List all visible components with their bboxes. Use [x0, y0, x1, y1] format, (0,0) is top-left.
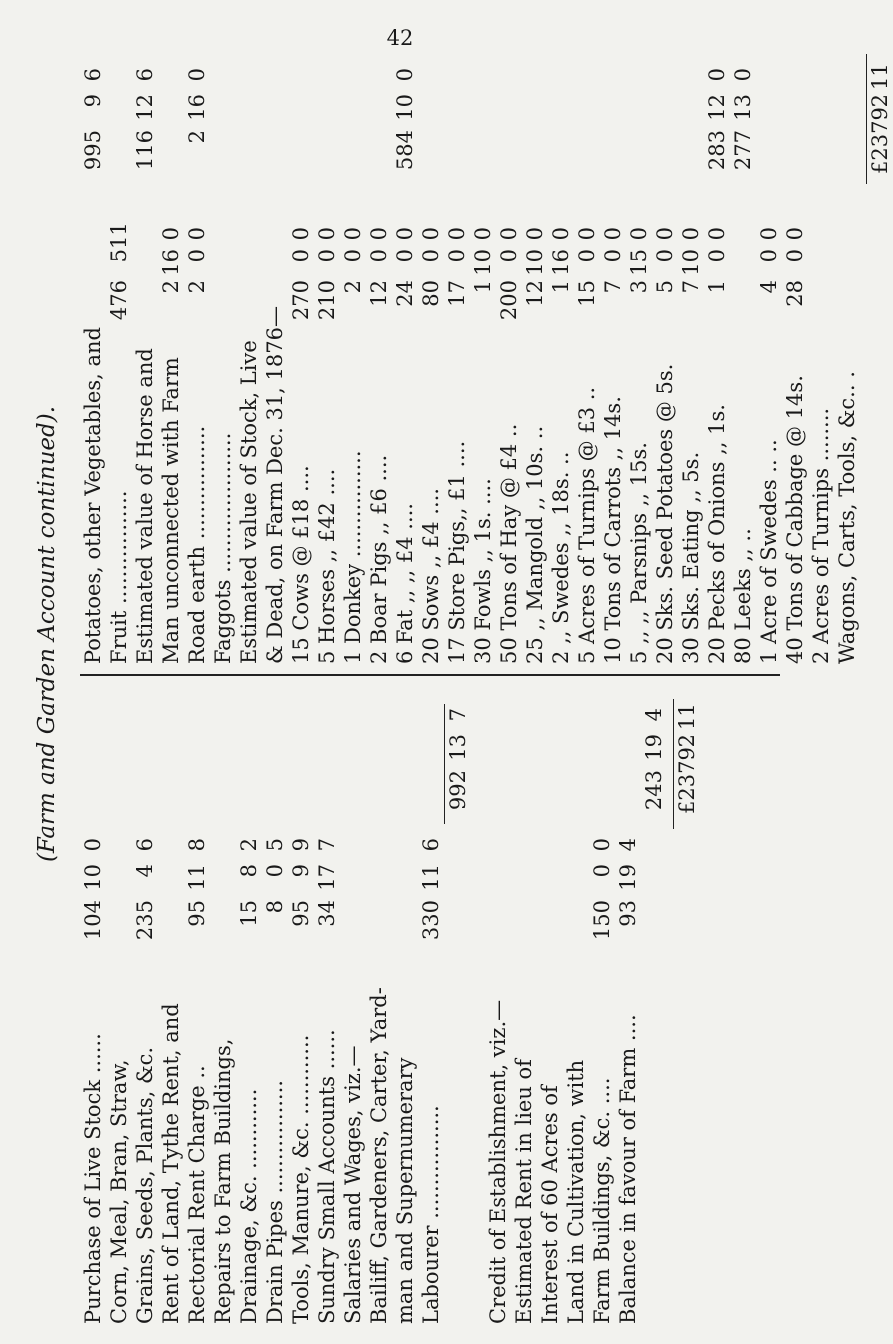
row-label: Estimated Rent in lieu of [512, 1059, 536, 1324]
shillings-amount: 0 [601, 249, 625, 263]
shillings-amount: 13 [446, 734, 470, 761]
group-total-row [80, 14, 106, 664]
ledger-row [808, 14, 834, 664]
ledger-row [366, 684, 392, 1324]
row-label: Man unconnected with Farm [159, 357, 183, 664]
pence-amount: 0 [471, 227, 495, 241]
shillings-amount: 10 [393, 94, 417, 121]
ledger-row [548, 14, 574, 664]
ledger-row [210, 684, 236, 1324]
pence-amount: 0 [653, 227, 677, 241]
pounds-amount: 2 [185, 280, 209, 294]
row-label: Bailiff, Gardeners, Carter, Yard- [367, 987, 391, 1324]
shillings-amount: 0 [445, 249, 469, 263]
shillings-amount: 9 [289, 864, 313, 878]
row-label: Land in Cultivation, with [564, 1059, 588, 1324]
shillings-amount: 0 [263, 864, 287, 878]
shillings-amount: 10 [471, 249, 495, 276]
shillings-amount: 0 [419, 249, 443, 263]
row-label: Rectorial Rent Charge .. [185, 1065, 209, 1324]
row-label: Wagons, Carts, Tools, &c.. . [835, 371, 859, 664]
pence-amount: 4 [642, 708, 666, 722]
row-label: Credit of Establishment, viz.— [486, 999, 510, 1324]
pounds-amount: 270 [289, 280, 313, 321]
pence-amount: 0 [419, 227, 443, 241]
pence-amount: 0 [731, 68, 755, 82]
group-total-row [704, 14, 730, 664]
pounds-amount: 2 [159, 280, 183, 294]
pence-amount: 0 [627, 227, 651, 241]
ledger-row [782, 14, 808, 664]
pounds-amount: 584 [393, 130, 417, 171]
row-label: 5 ,, ,, Parsnips ,, 15s. [627, 442, 651, 664]
shillings-amount: 16 [549, 249, 573, 276]
credit-total [867, 14, 893, 664]
ledger-row [262, 14, 288, 664]
shillings-amount: 10 [81, 864, 105, 891]
pence-amount: 4 [616, 838, 640, 852]
ledger-row [132, 684, 158, 1324]
pounds-amount: 12 [523, 280, 547, 307]
pounds-amount: 80 [419, 280, 443, 307]
row-label: Drain Pipes ................. [263, 1080, 287, 1324]
pounds-amount: 150 [590, 900, 614, 941]
pence-amount: 0 [575, 227, 599, 241]
pounds-amount: 5 [653, 280, 677, 294]
pence-amount: 0 [159, 227, 183, 241]
debit-total [674, 684, 700, 1324]
pounds-amount: 1 [549, 280, 573, 294]
shillings-amount: 2 [868, 94, 892, 108]
row-label: Corn, Meal, Bran, Straw, [107, 1059, 131, 1324]
pounds-amount: £2379 [675, 747, 699, 814]
pence-amount: 0 [590, 838, 614, 852]
pounds-amount: 93 [616, 900, 640, 927]
ledger-row [340, 14, 366, 664]
pence-amount: 0 [601, 227, 625, 241]
ledger-row [314, 14, 340, 664]
shillings-amount: 5 [107, 249, 131, 263]
pence-amount: 0 [393, 68, 417, 82]
ledger-row [615, 684, 641, 1324]
pence-amount: 0 [185, 227, 209, 241]
pence-amount: 2 [237, 838, 261, 852]
pence-amount: 7 [315, 838, 339, 852]
pounds-amount: 3 [627, 280, 651, 294]
row-label: Grains, Seeds, Plants, &c. [133, 1046, 157, 1324]
row-label: 20 Sks. Seed Potatoes @ 5s. [653, 363, 677, 664]
pounds-amount: 17 [445, 280, 469, 307]
ledger-row [236, 14, 262, 664]
running-title: (Farm and Garden Account continued). [34, 405, 60, 863]
pounds-amount: 28 [783, 280, 807, 307]
shillings-amount: 17 [315, 864, 339, 891]
ledger-row [314, 684, 340, 1324]
row-label: 10 Tons of Carrots ,, 14s. [601, 396, 625, 664]
pence-amount: 0 [523, 227, 547, 241]
pence-amount: 0 [497, 227, 521, 241]
credit-column [80, 14, 893, 664]
group-total-row [132, 14, 158, 664]
ledger-row [485, 684, 511, 1324]
row-label: Rent of Land, Tythe Rent, and [159, 1003, 183, 1324]
pounds-amount: 7 [601, 280, 625, 294]
ledger-row [600, 14, 626, 664]
row-label: 30 Fowls ,, 1s. .... [471, 478, 495, 664]
pounds-amount: 2 [185, 130, 209, 144]
ledger-row [184, 684, 210, 1324]
row-label: 50 Tons of Hay @ £4 .. [497, 423, 521, 664]
row-label: 15 Cows @ £18 .... [289, 465, 313, 664]
ledger-row [288, 684, 314, 1324]
pence-amount: 7 [446, 708, 470, 722]
row-label: 5 Horses ,, £42 .... [315, 468, 339, 664]
pounds-amount: 283 [705, 130, 729, 171]
shillings-amount: 16 [185, 94, 209, 121]
pence-amount: 6 [133, 68, 157, 82]
pounds-amount: 1 [471, 280, 495, 294]
shillings-amount: 10 [679, 249, 703, 276]
pounds-amount: 116 [133, 130, 157, 171]
pounds-amount: 476 [107, 280, 131, 321]
group-total-row [184, 14, 210, 664]
shillings-amount: 16 [159, 249, 183, 276]
shillings-amount: 11 [185, 864, 209, 891]
ledger-row [158, 684, 184, 1324]
ledger-row [589, 684, 615, 1324]
pounds-amount: 15 [237, 900, 261, 927]
row-label: Road earth ................. [185, 425, 209, 664]
row-label: man and Supernumerary [393, 1057, 417, 1324]
pounds-amount: 8 [263, 900, 287, 914]
pounds-amount: 95 [289, 900, 313, 927]
row-label: Estimated value of Horse and [133, 348, 157, 664]
pounds-amount: 992 [446, 770, 470, 811]
pounds-amount: 4 [757, 280, 781, 294]
shillings-amount: 0 [653, 249, 677, 263]
pounds-amount: 34 [315, 900, 339, 927]
ledger-row [756, 14, 782, 664]
shillings-amount: 0 [341, 249, 365, 263]
row-label: Repairs to Farm Buildings, [211, 1038, 235, 1324]
ledger-row [652, 14, 678, 664]
row-label: Sundry Small Accounts ...... [315, 1029, 339, 1324]
pounds-amount: 104 [81, 900, 105, 941]
row-label: Farm Buildings, &c. .... [590, 1077, 614, 1324]
debit-subtotal-2 [641, 684, 667, 1324]
shillings-amount: 0 [393, 249, 417, 263]
pounds-amount: 277 [731, 130, 755, 171]
shillings-amount: 12 [133, 94, 157, 121]
ledger-row [574, 14, 600, 664]
row-label: Interest of 60 Acres of [538, 1085, 562, 1324]
spacer [471, 684, 485, 1324]
pounds-amount: 24 [393, 280, 417, 307]
pence-amount: 0 [341, 227, 365, 241]
pence-amount: 0 [549, 227, 573, 241]
ledger-row [392, 684, 418, 1324]
pounds-amount: 235 [133, 900, 157, 941]
ledger-row [106, 684, 132, 1324]
row-label: Potatoes, other Vegetables, and [81, 327, 105, 664]
ledger-row [470, 14, 496, 664]
pounds-amount: 12 [367, 280, 391, 307]
ledger-row [288, 14, 314, 664]
ledger-row [563, 684, 589, 1324]
shillings-amount: 0 [497, 249, 521, 263]
shillings-amount: 0 [590, 864, 614, 878]
row-label: 2 Acres of Turnips ........ [809, 407, 833, 664]
row-label: Faggots ..................... [211, 432, 235, 664]
row-label: 6 Fat ,, ,, £4 .... [393, 503, 417, 664]
row-label: 20 Pecks of Onions ,, 1s. [705, 404, 729, 664]
row-label: 2 ,, Swedes ,, 18s. .. [549, 451, 573, 664]
pounds-amount: £2379 [868, 107, 892, 174]
pounds-amount: 995 [81, 130, 105, 171]
pence-amount: 8 [185, 838, 209, 852]
row-label: 2 Boar Pigs ,, £6 .... [367, 454, 391, 664]
pounds-amount: 200 [497, 280, 521, 321]
pence-amount: 0 [289, 227, 313, 241]
ledger-row [537, 684, 563, 1324]
pence-amount: 0 [757, 227, 781, 241]
shillings-amount: 0 [757, 249, 781, 263]
row-label: Labourer ................. [419, 1105, 443, 1324]
shillings-amount: 0 [705, 249, 729, 263]
column-divider [80, 674, 780, 676]
pounds-amount: 15 [575, 280, 599, 307]
ledger-row [418, 14, 444, 664]
pence-amount: 11 [675, 703, 699, 730]
shillings-amount: 0 [185, 249, 209, 263]
shillings-amount: 0 [315, 249, 339, 263]
row-label: Purchase of Live Stock ...... [81, 1033, 105, 1324]
row-label: 1 Acre of Swedes .. .. [757, 439, 781, 664]
debit-subtotal-1 [445, 684, 471, 1324]
shillings-amount: 8 [237, 864, 261, 878]
pence-amount: 6 [133, 838, 157, 852]
row-label: 5 Acres of Turnips @ £3 .. [575, 386, 599, 664]
pence-amount: 6 [419, 838, 443, 852]
row-label: Fruit ................. [107, 490, 131, 664]
row-label: Tools, Manure, &c. ............ [289, 1034, 313, 1324]
ledger-row [340, 684, 366, 1324]
ledger-row [678, 14, 704, 664]
ledger-row [496, 14, 522, 664]
pounds-amount: 1 [705, 280, 729, 294]
row-label: 20 Sows ,, £4 .... [419, 488, 443, 664]
pence-amount: 0 [445, 227, 469, 241]
debit-column [80, 684, 700, 1324]
ledger-row [80, 684, 106, 1324]
pence-amount: 0 [705, 68, 729, 82]
row-label: Estimated value of Stock, Live [237, 340, 261, 664]
pence-amount: 6 [81, 68, 105, 82]
page-number: 42 [386, 26, 414, 50]
pence-amount: 0 [783, 227, 807, 241]
pounds-amount: 2 [341, 280, 365, 294]
pence-amount: 0 [705, 227, 729, 241]
row-label: Drainage, &c. ............ [237, 1088, 261, 1324]
pounds-amount: 330 [419, 900, 443, 941]
pence-amount: 5 [263, 838, 287, 852]
ledger-row [366, 14, 392, 664]
shillings-amount: 4 [133, 864, 157, 878]
ledger-row [834, 14, 860, 664]
shillings-amount: 0 [575, 249, 599, 263]
shillings-amount: 13 [731, 94, 755, 121]
pounds-amount: 243 [642, 770, 666, 811]
ledger-row [511, 684, 537, 1324]
shillings-amount: 9 [81, 94, 105, 108]
row-label: Salaries and Wages, viz.— [341, 1045, 365, 1324]
group-total-row [730, 14, 756, 664]
ledger-row [210, 14, 236, 664]
row-label: Balance in favour of Farm .... [616, 1014, 640, 1324]
row-label: 1 Donkey ................ [341, 450, 365, 664]
shillings-amount: 0 [783, 249, 807, 263]
pounds-amount: 7 [679, 280, 703, 294]
shillings-amount: 2 [675, 734, 699, 748]
ledger-row [106, 14, 132, 664]
row-label: 40 Tons of Cabbage @ 14s. [783, 375, 807, 664]
pence-amount: 0 [367, 227, 391, 241]
shillings-amount: 11 [419, 864, 443, 891]
shillings-amount: 0 [289, 249, 313, 263]
row-label: & Dead, on Farm Dec. 31, 1876— [263, 306, 287, 664]
ledger-row [522, 14, 548, 664]
pence-amount: 9 [289, 838, 313, 852]
ledger-row [444, 14, 470, 664]
row-label: 17 Store Pigs,, £1 .... [445, 440, 469, 664]
shillings-amount: 15 [627, 249, 651, 276]
pence-amount: 0 [315, 227, 339, 241]
pence-amount: 0 [81, 838, 105, 852]
pence-amount: 0 [185, 68, 209, 82]
shillings-amount: 19 [616, 864, 640, 891]
row-label: 25 ,, Mangold ,, 10s. .. [523, 425, 547, 664]
group-total-row [392, 14, 418, 664]
shillings-amount: 10 [523, 249, 547, 276]
pence-amount: 0 [393, 227, 417, 241]
row-label: 80 Leeks ,, .. [731, 528, 755, 664]
pounds-amount: 210 [315, 280, 339, 321]
shillings-amount: 0 [367, 249, 391, 263]
pence-amount: 11 [107, 222, 131, 249]
row-label: 30 Sks. Eating ,, 5s. [679, 451, 703, 664]
ledger-row [158, 14, 184, 664]
ledger-row [236, 684, 262, 1324]
pence-amount: 0 [679, 227, 703, 241]
pence-amount: 11 [868, 63, 892, 90]
ledger-row [418, 684, 444, 1324]
pounds-amount: 95 [185, 900, 209, 927]
shillings-amount: 12 [705, 94, 729, 121]
ledger-row [626, 14, 652, 664]
ledger-row [262, 684, 288, 1324]
shillings-amount: 19 [642, 734, 666, 761]
